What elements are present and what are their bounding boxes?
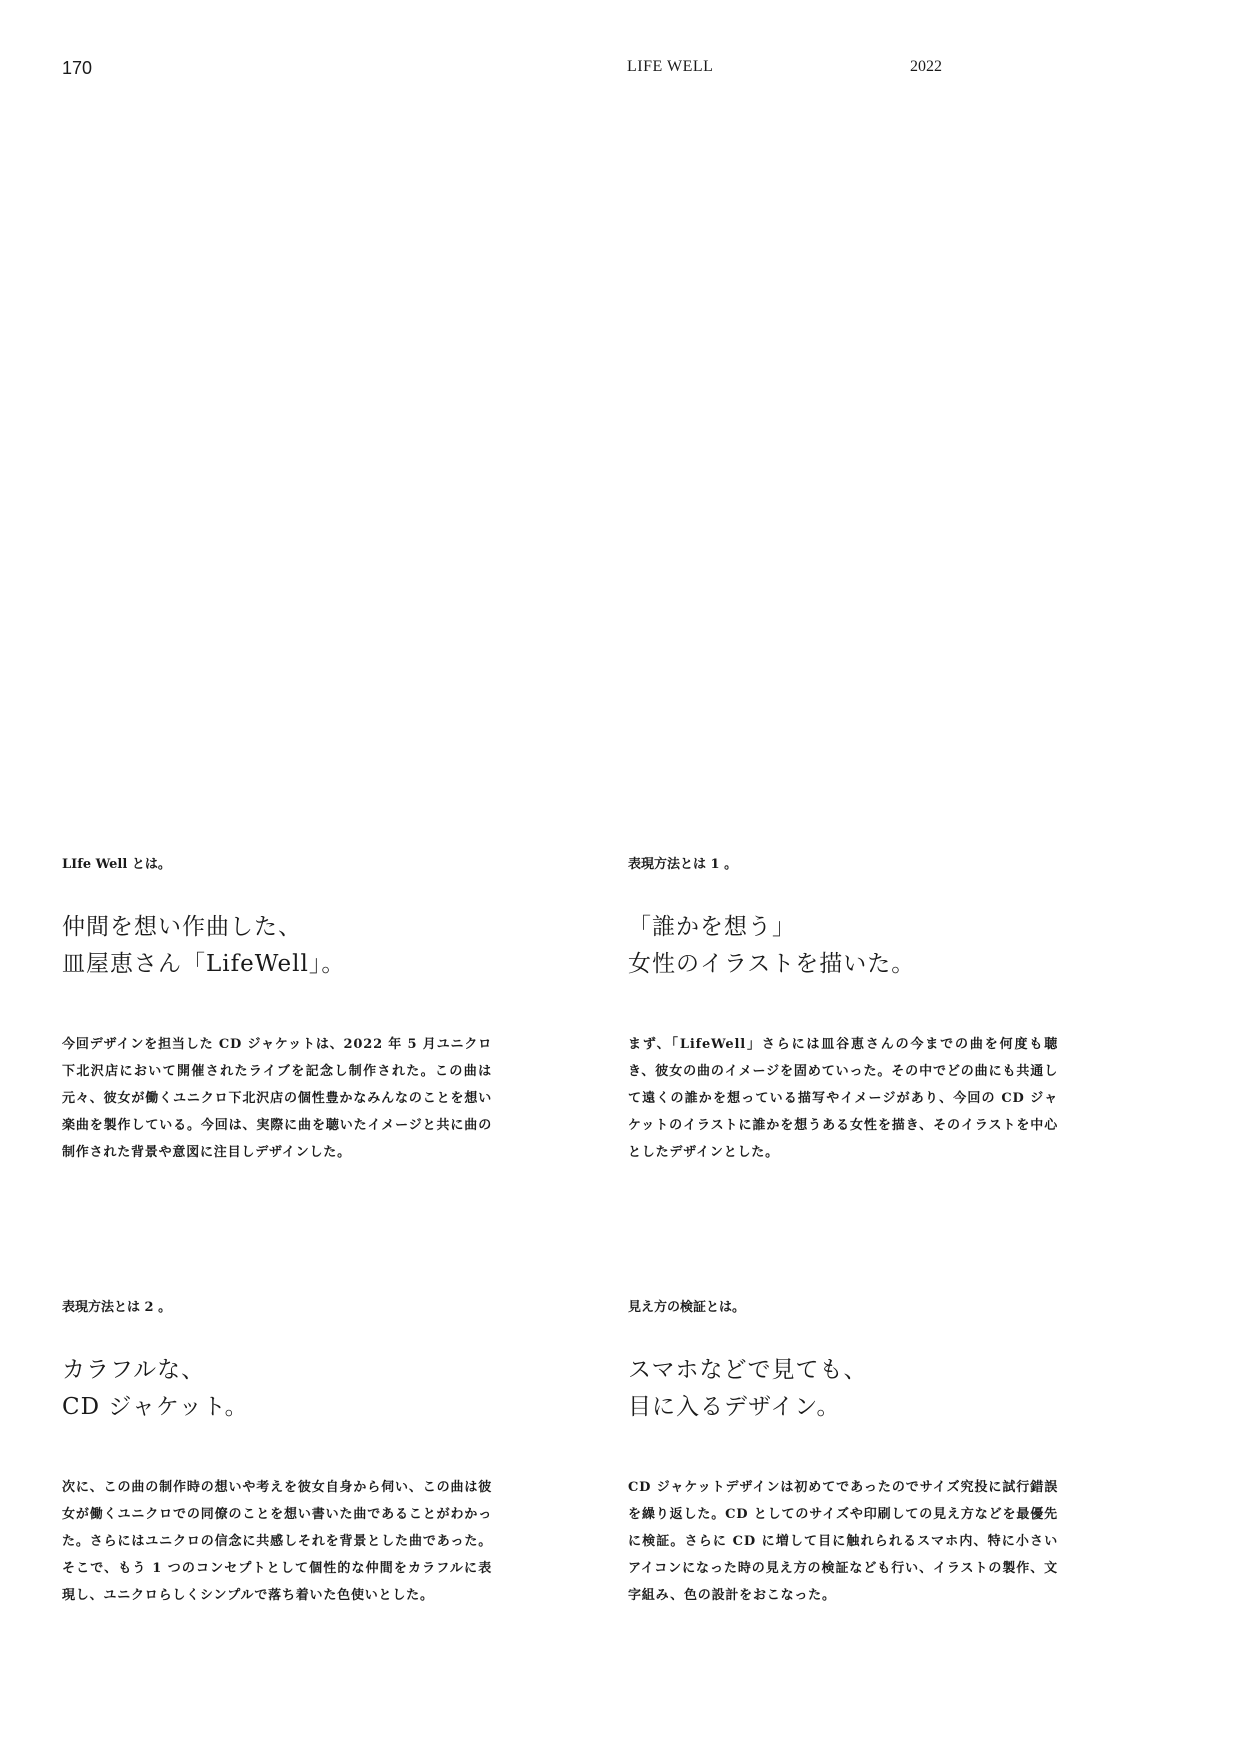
- section-body: CD ジャケットデザインは初めてであったのでサイズ究投に試行錯誤を繰り返した。CD としてのサイズや印刷しての見え方などを最優先に検証。さらに CD に増して目に触れられるスマホ内、特に小さいアイコンになった時の見え方の検証なども行い、イラストの製作、文字組み、色の設計をおこなった。: [628, 1480, 1058, 1603]
- section-about-lifewell: [62, 855, 492, 1166]
- section-heading-line: 「誰かを想う」: [628, 914, 796, 940]
- section-heading: [62, 909, 492, 983]
- section-visibility-check: [628, 1298, 1058, 1609]
- section-heading-line: スマホなどで見ても、: [628, 1357, 868, 1383]
- section-body: 今回デザインを担当した CD ジャケットは、2022 年 5 月ユニクロ下北沢店において開催されたライブを記念し制作された。この曲は元々、彼女が働くユニクロ下北沢店の個性豊かなみんなのことを想い楽曲を製作している。今回は、実際に曲を聴いたイメージと共に曲の制作された背景や意図に注目しデザインした。: [62, 1037, 492, 1160]
- section-heading-line: カラフルな、: [62, 1357, 206, 1383]
- section-heading: [628, 909, 1058, 983]
- section-heading-line: 皿屋恵さん「LifeWell」。: [62, 951, 346, 977]
- section-heading: [628, 1352, 1058, 1426]
- page-number: 170: [62, 58, 93, 78]
- section-label: 表現方法とは 1 。: [628, 857, 738, 872]
- section-label: 見え方の検証とは。: [628, 1300, 746, 1315]
- section-heading: [62, 1352, 492, 1426]
- section-heading-line: 仲間を想い作曲した、: [62, 914, 302, 940]
- section-heading-line: 女性のイラストを描いた。: [628, 951, 916, 977]
- section-label: 表現方法とは 2 。: [62, 1300, 172, 1315]
- section-heading-line: CD ジャケット。: [62, 1394, 249, 1420]
- section-body: 次に、この曲の制作時の想いや考えを彼女自身から伺い、この曲は彼女が働くユニクロでの同僚のことを想い書いた曲であることがわかった。さらにはユニクロの信念に共感しそれを背景とした曲であった。そこで、もう 1 つのコンセプトとして個性的な仲間をカラフルに表現し、ユニクロらしくシンプルで落ち着いた色使いとした。: [62, 1480, 492, 1603]
- section-expression-1: [628, 855, 1058, 1166]
- section-heading-line: 目に入るデザイン。: [628, 1394, 841, 1420]
- running-year: 2022: [910, 58, 942, 75]
- section-body: まず、「LifeWell」さらには皿谷恵さんの今までの曲を何度も聴き、彼女の曲のイメージを固めていった。その中でどの曲にも共通して遠くの誰かを想っている描写やイメージがあり、今回の CD ジャケットのイラストに誰かを想うある女性を描き、そのイラストを中心としたデザインとした。: [628, 1037, 1058, 1160]
- section-expression-2: [62, 1298, 492, 1609]
- running-title: LIFE WELL: [627, 58, 714, 75]
- section-label: LIfe Well とは。: [62, 857, 171, 872]
